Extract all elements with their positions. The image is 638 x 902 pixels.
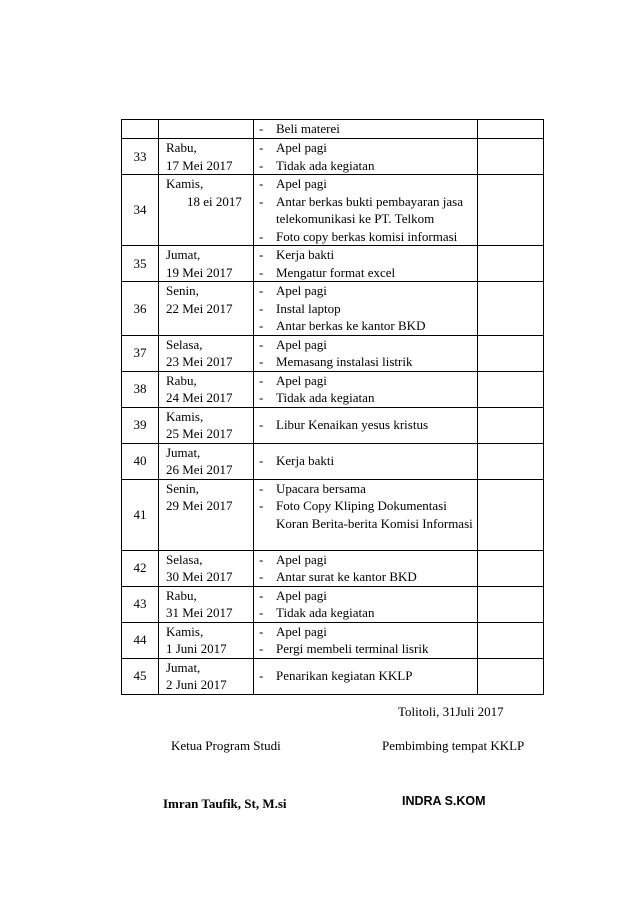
activity-cell [254,282,478,336]
activity-cell [254,658,478,694]
activity-item: - Foto copy berkas komisi informasi [254,228,477,246]
date-text: 23 Mei 2017 [166,354,233,369]
remarks-cell [478,443,544,479]
row-number: 34 [122,175,159,246]
activity-item: - Mengatur format excel [254,264,477,282]
date-text: 19 Mei 2017 [166,264,233,280]
head-of-program-name: Imran Taufik, St, M.si [163,796,287,811]
day-cell [159,658,254,694]
row-number: 35 [122,246,159,282]
remarks-cell [478,407,544,443]
day-name: Kamis, [166,623,204,639]
day-name: Selasa, [166,336,203,352]
activity-item: - Apel pagi [254,551,477,569]
day-cell [159,335,254,371]
activity-cell [254,443,478,479]
activity-item: - Libur Kenaikan yesus kristus [254,416,477,434]
table-row [122,443,544,479]
day-cell [159,586,254,622]
row-number: 39 [122,407,159,443]
day-cell [159,443,254,479]
row-number: 44 [122,622,159,658]
activity-cell [254,139,478,175]
date-text: 2 Juni 2017 [166,677,227,692]
activity-cell [254,371,478,407]
day-name: Senin, [166,480,199,496]
day-cell [159,550,254,586]
row-number: 37 [122,335,159,371]
date-text: 1 Juni 2017 [166,641,227,656]
remarks-cell [478,120,544,139]
row-number: 40 [122,443,159,479]
day-name: Rabu, [166,140,197,155]
supervisor-title: Pembimbing tempat KKLP [382,738,525,753]
remarks-cell [478,335,544,371]
row-number: 33 [122,139,159,175]
activity-item: - Pergi membeli terminal lisrik [254,640,477,658]
day-cell [159,246,254,282]
day-cell [159,120,254,139]
activity-cell [254,586,478,622]
day-name: Selasa, [166,551,203,567]
day-name: Jumat, [166,247,201,262]
activity-item: - Apel pagi [254,139,477,157]
table-row [122,586,544,622]
place-date: Tolitoli, 31Juli 2017 [398,704,504,719]
day-cell [159,175,254,246]
activity-item: - Apel pagi [254,282,477,300]
activity-cell [254,120,478,139]
date-text: 24 Mei 2017 [166,390,233,405]
day-cell [159,371,254,407]
day-cell [159,139,254,175]
row-number: 36 [122,282,159,336]
activity-item: - Apel pagi [254,587,477,605]
day-name: Senin, [166,283,199,298]
row-number: 45 [122,658,159,694]
date-text: 31 Mei 2017 [166,605,233,620]
activity-item: - Tidak ada kegiatan [254,157,477,175]
row-number: 43 [122,586,159,622]
remarks-cell [478,550,544,586]
table-row [122,371,544,407]
date-text: 22 Mei 2017 [166,300,233,316]
date-text: 25 Mei 2017 [166,426,233,441]
table-row [122,407,544,443]
activity-item: - Kerja bakti [254,246,477,264]
remarks-cell [478,622,544,658]
remarks-cell [478,175,544,246]
day-cell [159,479,254,550]
activity-item: - Beli materei [254,120,477,138]
remarks-cell [478,139,544,175]
table-row [122,622,544,658]
no-cell [122,120,159,139]
day-name: Kamis, [166,408,204,424]
head-of-program-title: Ketua Program Studi [171,738,281,753]
activity-item: - Antar berkas ke kantor BKD [254,317,477,335]
remarks-cell [478,586,544,622]
activity-item: - Memasang instalasi listrik [254,353,477,371]
table-row [122,139,544,175]
remarks-cell [478,479,544,550]
activity-item: - Kerja bakti [254,452,477,470]
table-row [122,246,544,282]
remarks-cell [478,282,544,336]
remarks-cell [478,658,544,694]
activity-cell [254,407,478,443]
date-text: 30 Mei 2017 [166,569,233,584]
activity-item: - Apel pagi [254,336,477,354]
activity-item: - Antar berkas bukti pembayaran jasa telekomunikasi ke PT. Telkom [254,193,477,228]
date-text: 29 Mei 2017 [166,498,233,513]
activity-cell [254,335,478,371]
day-cell [159,407,254,443]
activity-cell [254,622,478,658]
row-number: 41 [122,479,159,550]
table-row [122,550,544,586]
row-number: 38 [122,371,159,407]
activity-item: - Instal laptop [254,300,477,318]
activity-cell [254,550,478,586]
activity-item: - Apel pagi [254,372,477,390]
supervisor-name: INDRA S.KOM [402,794,486,808]
activity-log-table [121,119,544,695]
row-number: 42 [122,550,159,586]
table-row [122,282,544,336]
activity-cell [254,479,478,550]
activity-item: - Tidak ada kegiatan [254,604,477,622]
day-name: Rabu, [166,587,197,603]
day-cell [159,282,254,336]
day-name: Jumat, [166,659,201,675]
table-row [122,658,544,694]
date-text: 17 Mei 2017 [166,157,233,173]
activity-item: - Penarikan kegiatan KKLP [254,667,477,685]
date-text: 26 Mei 2017 [166,462,233,477]
day-name: Kamis, [166,176,204,191]
activity-item: - Upacara bersama [254,480,477,498]
activity-item: - Apel pagi [254,175,477,193]
remarks-cell [478,371,544,407]
day-name: Rabu, [166,372,197,388]
day-name: Jumat, [166,444,201,460]
activity-item: - Foto Copy Kliping Dokumentasi Koran Berita-berita Komisi Informasi [254,497,477,532]
activity-cell [254,175,478,246]
table-row [122,479,544,550]
date-text: 18 ei 2017 [187,193,242,209]
activity-cell [254,246,478,282]
activity-item: - Apel pagi [254,623,477,641]
table-row [122,120,544,139]
table-row [122,335,544,371]
activity-item: - Tidak ada kegiatan [254,389,477,407]
remarks-cell [478,246,544,282]
table-row [122,175,544,246]
day-cell [159,622,254,658]
activity-item: - Antar surat ke kantor BKD [254,568,477,586]
